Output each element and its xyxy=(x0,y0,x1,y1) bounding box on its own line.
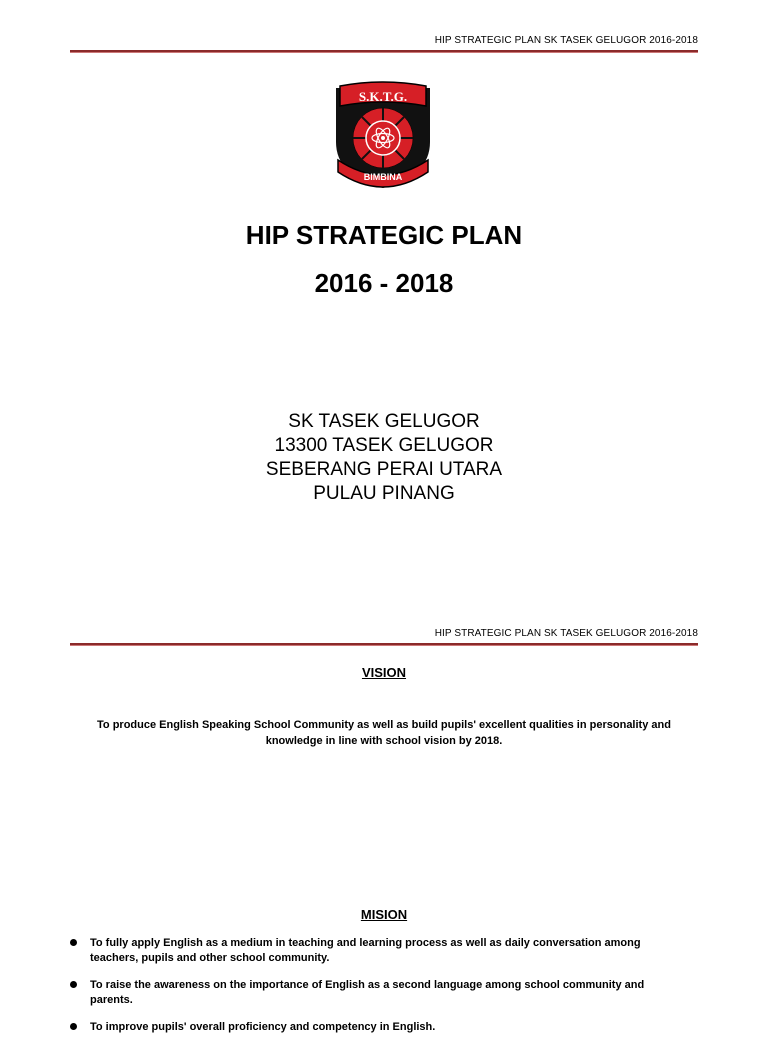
logo-top-text: S.K.T.G. xyxy=(358,89,408,104)
mission-item-text: To raise the awareness on the importance of English as a second language among school community and parents. xyxy=(90,979,645,1006)
vision-line: knowledge in line with school vision by 2018. xyxy=(265,735,503,747)
bullet-icon xyxy=(70,1023,77,1030)
running-header: HIP STRATEGIC PLAN SK TASEK GELUGOR 2016-2018 xyxy=(434,35,698,46)
list-item xyxy=(70,1020,690,1035)
address-line: SEBERANG PERAI UTARA xyxy=(265,459,503,480)
mission-item-text: To fully apply English as a medium in teaching and learning process as well as daily conversation among teachers, pupils and other school community. xyxy=(90,937,641,964)
list-item xyxy=(70,978,690,1008)
header-rule xyxy=(70,50,698,52)
list-item xyxy=(70,936,690,966)
mission-item-text: To improve pupils' overall proficiency and competency in English. xyxy=(90,1021,436,1033)
cover-years: 2016 - 2018 xyxy=(314,268,454,298)
bullet-icon xyxy=(70,939,77,946)
mission-heading: MISION xyxy=(360,907,408,922)
vision-heading: VISION xyxy=(361,665,407,680)
address-line: PULAU PINANG xyxy=(313,483,455,504)
school-address xyxy=(0,410,768,506)
school-logo xyxy=(330,80,436,192)
address-line: SK TASEK GELUGOR xyxy=(288,411,480,432)
bullet-icon xyxy=(70,981,77,988)
address-line: 13300 TASEK GELUGOR xyxy=(274,435,494,456)
mission-list xyxy=(70,936,690,1047)
cover-title: HIP STRATEGIC PLAN xyxy=(245,220,523,250)
vision-statement xyxy=(74,717,694,749)
vision-line: To produce English Speaking School Community as well as build pupils' excellent qualities in personality and xyxy=(97,719,671,731)
running-header: HIP STRATEGIC PLAN SK TASEK GELUGOR 2016-2018 xyxy=(434,628,698,639)
logo-bottom-text: BIMBINA xyxy=(363,172,403,182)
header-rule xyxy=(70,643,698,645)
